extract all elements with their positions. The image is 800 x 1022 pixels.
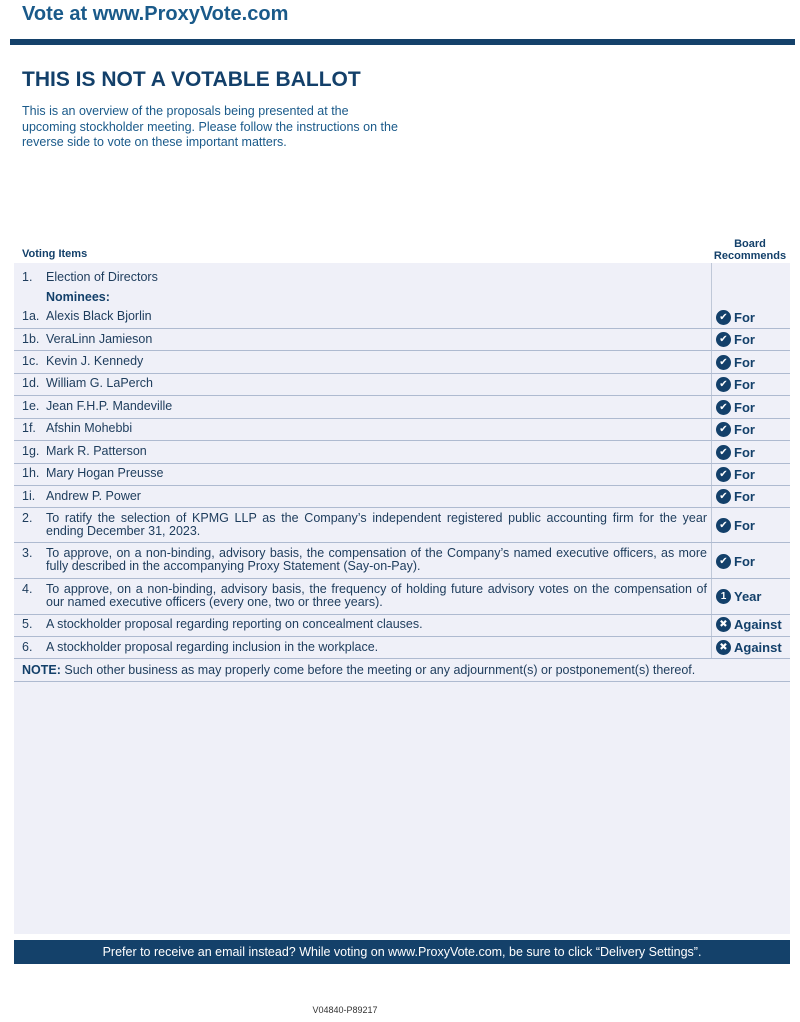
recommendation-label: For	[734, 377, 755, 392]
item-number: 1i.	[22, 489, 36, 503]
recommendation-label: For	[734, 554, 755, 569]
check-circle-icon: ✔	[716, 445, 731, 460]
nominee-row	[14, 486, 790, 508]
recommendation	[716, 377, 755, 392]
document-code: V04840-P89217	[312, 1005, 378, 1015]
nominee-name: Alexis Black Bjorlin	[46, 309, 152, 323]
check-circle-icon: ✔	[716, 554, 731, 569]
nominees-label: Nominees:	[46, 290, 110, 304]
check-circle-icon: ✔	[716, 518, 731, 533]
proposal-row	[14, 543, 790, 579]
recommendation	[716, 554, 755, 569]
item-number: 1e.	[22, 399, 40, 413]
number-one-circle-icon: 1	[716, 589, 731, 604]
recommendation	[716, 400, 755, 415]
nominee-name: Afshin Mohebbi	[46, 421, 133, 435]
recommendation	[716, 445, 755, 460]
nominee-row	[14, 441, 790, 464]
recommendation-label: For	[734, 400, 755, 415]
recommendation-label: Against	[734, 617, 782, 632]
nominee-name: VeraLinn Jamieson	[46, 332, 153, 346]
recommendation-label: For	[734, 332, 755, 347]
item-1-row	[14, 263, 790, 307]
board-recommends-header: Board Recommends	[713, 238, 787, 262]
delivery-settings-banner: Prefer to receive an email instead? While voting on www.ProxyVote.com, be sure to click “Delivery Settings”.	[14, 940, 790, 964]
nominee-name: Andrew P. Power	[46, 489, 141, 503]
recommendation	[716, 422, 755, 437]
nominee-row	[14, 396, 790, 419]
nominee-name: Mark R. Patterson	[46, 444, 147, 458]
check-circle-icon: ✔	[716, 489, 731, 504]
item-number: 1f.	[22, 421, 36, 435]
check-circle-icon: ✔	[716, 400, 731, 415]
recommendation	[716, 355, 755, 370]
recommendation	[716, 467, 755, 482]
item-number: 6.	[22, 640, 33, 654]
item-number: 1a.	[22, 309, 40, 323]
recommendation-label: For	[734, 355, 755, 370]
recommendation-label: For	[734, 422, 755, 437]
proposal-text: A stockholder proposal regarding reporting on concealment clauses.	[46, 617, 423, 631]
recommendation-label: Year	[734, 589, 762, 604]
recommendation-label: For	[734, 310, 755, 325]
item-number: 3.	[22, 546, 33, 560]
recommendation-label: Against	[734, 640, 782, 655]
nominee-name: Mary Hogan Preusse	[46, 466, 164, 480]
page-title: THIS IS NOT A VOTABLE BALLOT	[22, 68, 361, 91]
proxyvote-url-header: Vote at www.ProxyVote.com	[22, 3, 289, 25]
nominee-row	[14, 374, 790, 396]
recommendation-label: For	[734, 445, 755, 460]
recommendation	[716, 518, 755, 533]
recommendation-label: For	[734, 518, 755, 533]
nominee-row	[14, 351, 790, 374]
item-number: 1c.	[22, 354, 39, 368]
nominee-row	[14, 464, 790, 486]
note-rule	[14, 681, 790, 682]
proposal-text: To approve, on a non-binding, advisory basis, the compensation of the Company’s named executive officers, as more fully described in the accompanying Proxy Statement (Say-on-Pay).	[46, 546, 707, 573]
proposal-text: A stockholder proposal regarding inclusion in the workplace.	[46, 640, 379, 654]
item-number: 2.	[22, 511, 33, 525]
item-number: 1.	[22, 270, 33, 284]
x-circle-icon: ✖	[716, 617, 731, 632]
nominee-row	[14, 307, 790, 329]
nominee-row	[14, 419, 790, 441]
proposal-text: To approve, on a non-binding, advisory basis, the frequency of holding future advisory votes on the compensation of our named executive officers (every one, two or three years).	[46, 582, 707, 609]
recommendation	[716, 617, 782, 632]
nominee-row	[14, 329, 790, 351]
note-body: Such other business as may properly come before the meeting or any adjournment(s) or postponement(s) thereof.	[60, 663, 696, 677]
recommendation-label: For	[734, 467, 755, 482]
nominee-name: William G. LaPerch	[46, 376, 153, 390]
intro-text: This is an overview of the proposals being presented at the upcoming stockholder meeting. Please follow the instructions on the reverse side to vote on these important matters.	[22, 104, 398, 149]
check-circle-icon: ✔	[716, 377, 731, 392]
recommendation-label: For	[734, 489, 755, 504]
nominee-name: Kevin J. Kennedy	[46, 354, 144, 368]
proposal-row	[14, 615, 790, 637]
recommendation	[716, 332, 755, 347]
voting-items-header: Voting Items	[22, 248, 88, 260]
item-number: 5.	[22, 617, 33, 631]
proposal-row	[14, 508, 790, 543]
note-label: NOTE:	[22, 663, 61, 677]
item-number: 1b.	[22, 332, 40, 346]
item-label: Election of Directors	[46, 270, 158, 284]
check-circle-icon: ✔	[716, 422, 731, 437]
x-circle-icon: ✖	[716, 640, 731, 655]
header-rule	[10, 39, 795, 45]
check-circle-icon: ✔	[716, 310, 731, 325]
proposal-row	[14, 579, 790, 615]
note-text	[22, 663, 782, 677]
recommendation	[716, 589, 761, 604]
item-number: 1d.	[22, 376, 40, 390]
recommendation	[716, 640, 782, 655]
check-circle-icon: ✔	[716, 467, 731, 482]
item-number: 4.	[22, 582, 33, 596]
check-circle-icon: ✔	[716, 355, 731, 370]
proposal-text: To ratify the selection of KPMG LLP as the Company’s independent registered public accounting firm for the year ending December 31, 2023.	[46, 511, 707, 538]
recommendation	[716, 489, 755, 504]
item-number: 1h.	[22, 466, 40, 480]
check-circle-icon: ✔	[716, 332, 731, 347]
item-number: 1g.	[22, 444, 40, 458]
recommendation	[716, 310, 755, 325]
nominee-name: Jean F.H.P. Mandeville	[46, 399, 173, 413]
proposal-row	[14, 637, 790, 659]
